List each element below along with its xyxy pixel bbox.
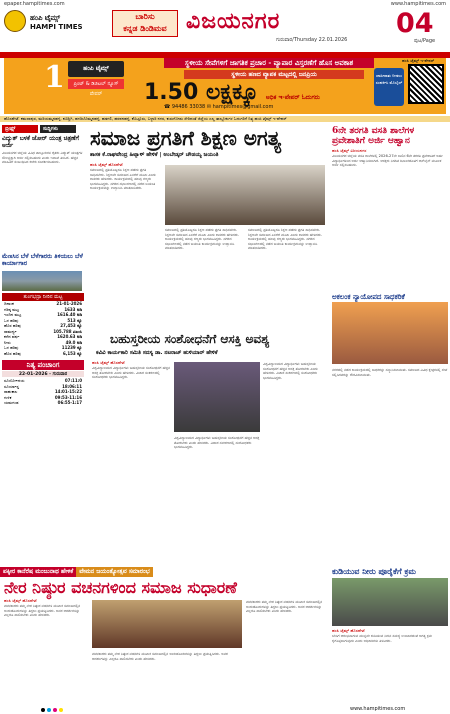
readers-tail: ಅಧಿಕ ಇ-ಪೇಪರ್ ಓದುಗರು <box>265 94 320 101</box>
bottom-byline: ಹಂಪಿ ಟೈಮ್ಸ್ ಹೊಸಪೇಟೆ <box>4 598 37 603</box>
panchanga-title: ನಿತ್ಯ ಪಂಚಾಂಗ <box>2 360 84 370</box>
banner-readers-count <box>144 80 320 105</box>
banner-brand: ಹಂಪಿ ಟೈಮ್ಸ್ <box>68 61 124 77</box>
panchanga-key: ಸೂರ್ಯಾಸ್ತ <box>4 383 19 389</box>
main-body-col2: ಸಮಾಜದಲ್ಲಿ ಪ್ರತಿಯೊಬ್ಬರೂ ಶಿಕ್ಷಣ ಪಡೆದು ಪ್ರಗತಿ ಸಾಧಿಸಬೇಕು. ಶಿಕ್ಷಣವೇ ಸಮಾಜದ ಏಳಿಗೆಗೆ ಮೂಲ ಎಂದು ಶಾಸಕರು ಹೇಳಿದರು. ಕಾರ್ಯಕ್ರಮದಲ್ಲಿ ಹಲವು ಗಣ್ಯರು ಭಾಗವಹಿಸಿದ್ದರು. ನಗರದ ಸಭಾಂಗಣದಲ್ಲಿ ನಡೆದ ಜಯಂತಿ ಕಾರ್ಯಕ್ರಮವನ್ನು ಉದ್ಘಾಟಿಸಿ ಮಾತನಾಡಿದರು. <box>165 228 239 250</box>
dam-key: ಇಂದಿನ ಮಟ್ಟ <box>4 312 22 317</box>
edition-city: ವಿಜಯನಗರ <box>186 8 281 34</box>
panchanga-key: ರಾಹುಕಾಲ <box>4 389 18 394</box>
page-label: ಪುಟ/Page <box>414 38 436 44</box>
dam-value: 105.788 ಟಿಎಂಸಿ <box>53 328 82 334</box>
dam-value: 6,153 ಕ್ಯೂ <box>63 350 82 356</box>
sidebar-story2-headline: ಮೆಣಸಿನ ಬೆಳೆ ಬೆಳೆಗಾರರು ತಿಳಿಯಲು ಬೆಳೆ ಕಾರ್ಯಾಗಾರ <box>2 253 83 267</box>
bottom-headline: ನೇರ ನಿಷ್ಠುರ ವಚನಗಳಿಂದ ಸಮಾಜ ಸುಧಾರಣೆ <box>4 578 237 597</box>
sidebar-story1-body: ವಿಜಯನಗರ ಜಿಲ್ಲೆಯ ವಿವಿಧ ತಾಲ್ಲೂಕುಗಳ ರೈತರು ವಿದ್ಯುತ್ ಯಂತ್ರಗಳ ಸೌಲಭ್ಯಕ್ಕಾಗಿ ಅರ್ಜಿ ಸಲ್ಲಿಸಬಹುದು ಎಂದು ಇಲಾಖೆ ತಿಳಿಸಿದೆ. ಹೆಚ್ಚಿನ ಮಾಹಿತಿಗೆ ಸಂಬಂಧಿಸಿದ ಕಚೇರಿ ಸಂಪರ್ಕಿಸಬಹುದು. <box>2 151 83 164</box>
panchanga-table <box>2 378 84 406</box>
second-body-col2: ವಿಶ್ವವಿದ್ಯಾಲಯದ ವಿದ್ಯಾರ್ಥಿಗಳು ಬಹುಸ್ತರೀಯ ಸಂಶೋಧನೆಗೆ ಹೆಚ್ಚಿನ ಆಸಕ್ತಿ ತೋರಬೇಕು ಎಂದು ಹೇಳಿದರು. ವಿಚಾರ ಸಂಕಿರಣದಲ್ಲಿ ಸಂಶೋಧಕರು ಭಾಗವಹಿಸಿದ್ದರು. <box>174 436 260 449</box>
banner-print-label: ಪ್ರಿಂಟ್ & ಡಿಜಿಟಲ್ ನ್ಯೂಸ್ ಪೇಪರ್ <box>68 79 124 89</box>
epaper-url[interactable]: epaper.hampitimes.com <box>4 1 65 7</box>
page-number: 04 <box>396 8 434 39</box>
dam-key: ಹೊರ ಹರಿವು <box>4 323 22 328</box>
main-photo <box>165 165 325 225</box>
tag-news: ಸುದ್ದಿಗಳು <box>40 125 76 133</box>
bottom-right-byline: ಹಂಪಿ ಟೈಮ್ಸ್ ಹೊಸಪೇಟೆ <box>332 628 365 633</box>
panchanga-row <box>2 400 84 406</box>
panchanga-value: 14:01-15:22 <box>54 389 82 394</box>
qr-label: ಹಂಪಿ ಟೈಮ್ಸ್ ಇ-ಪೇಪರ್ <box>402 58 435 63</box>
readers-count: 1.50 ಲಕ್ಷಕ್ಕೂ <box>144 80 259 105</box>
bottom-photo <box>92 600 242 648</box>
site-url[interactable]: www.hampitimes.com <box>390 1 446 7</box>
bottom-body-col1: ವಚನಕಾರರು ತಮ್ಮ ನೇರ ನಿಷ್ಠುರ ವಚನಗಳ ಮೂಲಕ ಸಮಾಜದಲ್ಲಿನ ಅಂಕುಡೊಂಕುಗಳನ್ನು ತಿದ್ದಲು ಪ್ರಯತ್ನಿಸಿದರು. ಅವರ ಆದರ್ಶಗಳನ್ನು ಎಲ್ಲರೂ ಪಾಲಿಸಬೇಕು ಎಂದು ಹೇಳಿದರು. <box>4 604 81 617</box>
main-subhead: ಶಾಸಕ ಕೆ.ರಾಘವೇಂದ್ರ ಹಿಟ್ನಾಳ್ ಹೇಳಿಕೆ | ಅಂಬೇಡ್ಕರ್ ಚೌಡಯ್ಯ ಜಯಂತಿ <box>90 152 219 158</box>
bottom-ticker-left: ಪಕ್ಕೀರ ಕಾನೆರೆಷ ಮಂಜುನಾಥ ಹೇಳಿಕೆ <box>0 567 76 577</box>
bottom-right-headline: ಕುಡಿಯುವ ನೀರು ಪೂರೈಕೆಗೆ ಕ್ರಮ <box>332 566 416 576</box>
bottom-right-photo <box>332 578 448 626</box>
dam-key: ಹೊರ ಹರಿವು <box>4 350 22 356</box>
dam-key: ಕಳೆದ ವರ್ಷ <box>4 334 20 339</box>
bottom-body-col2: ವಚನಕಾರರು ತಮ್ಮ ನೇರ ನಿಷ್ಠುರ ವಚನಗಳ ಮೂಲಕ ಸಮಾಜದಲ್ಲಿನ ಅಂಕುಡೊಂಕುಗಳನ್ನು ತಿದ್ದಲು ಪ್ರಯತ್ನಿಸಿದರು. ಅವರ ಆದರ್ಶಗಳನ್ನು ಎಲ್ಲರೂ ಪಾಲಿಸಬೇಕು ಎಂದು ಹೇಳಿದರು. <box>92 652 228 661</box>
main-body-col1: ಸಮಾಜದಲ್ಲಿ ಪ್ರತಿಯೊಬ್ಬರೂ ಶಿಕ್ಷಣ ಪಡೆದು ಪ್ರಗತಿ ಸಾಧಿಸಬೇಕು. ಶಿಕ್ಷಣವೇ ಸಮಾಜದ ಏಳಿಗೆಗೆ ಮೂಲ ಎಂದು ಶಾಸಕರು ಹೇಳಿದರು. ಕಾರ್ಯಕ್ರಮದಲ್ಲಿ ಹಲವು ಗಣ್ಯರು ಭಾಗವಹಿಸಿದ್ದರು. ನಗರದ ಸಭಾಂಗಣದಲ್ಲಿ ನಡೆದ ಜಯಂತಿ ಕಾರ್ಯಕ್ರಮವನ್ನು ಉದ್ಘಾಟಿಸಿ ಮಾತನಾಡಿದರು. <box>90 168 156 190</box>
right-body2: ನಗರದಲ್ಲಿ ನಡೆದ ಕಾರ್ಯಕ್ರಮದಲ್ಲಿ ಸಾಧಕರನ್ನು ಸನ್ಮಾನಿಸಲಾಯಿತು. ಸಮಾಜದ ವಿವಿಧ ಕ್ಷೇತ್ರಗಳಲ್ಲಿ ಸೇವೆ ಸಲ್ಲಿಸಿದವರನ್ನು ಗೌರವಿಸಲಾಯಿತು. <box>332 368 448 377</box>
dam-value: 21-01-2026 <box>56 301 82 306</box>
dam-value: 1620.63 ಅಡಿ <box>57 334 82 339</box>
banner-phone[interactable]: 94486 33038 <box>171 104 206 110</box>
second-headline: ಬಹುಸ್ತರೀಯ ಸಂಶೋಧನೆಗೆ ಆಸಕ್ತಿ ಅವಶ್ಯ <box>110 332 270 346</box>
dam-value: 11239 ಕ್ಯೂ <box>61 345 82 350</box>
footer-bar <box>0 706 450 713</box>
panchanga-key: ಸೂರ್ಯೋದಯ <box>4 378 25 383</box>
dam-key: ಸಾಮರ್ಥ್ಯ <box>4 328 17 334</box>
tagline-line2: ಕನ್ನಡ ಡಿಂಡಿಮವ <box>123 24 167 33</box>
dam-key: ದಿನಾಂಕ <box>4 301 14 306</box>
dam-value: 513 ಕ್ಯೂ <box>67 317 82 323</box>
panchanga-date: 22-01-2026 - ಗುರುವಾರ <box>2 371 84 377</box>
phone-icon: ☎ <box>164 104 171 110</box>
second-byline: ಹಂಪಿ ಟೈಮ್ಸ್ ಹೊಸಪೇಟೆ <box>92 360 125 365</box>
panchanga-key: ಯಮಗಂಡ <box>4 400 19 405</box>
dam-row <box>2 351 84 357</box>
second-subhead: ಕವಿವಿ ಕಾರ್ಯಕಾರಿ ಸಮಿತಿ ಸದಸ್ಯ ಡಾ. ನಟರಾಜ್ ಹುಳಿಯಾರ್ ಹೇಳಿಕೆ <box>96 350 218 356</box>
edition-date: ಗುರುವಾರ/Thursday 22.01.2026 <box>276 37 348 43</box>
banner-headline: ಸ್ಥಳೀಯ ಸೇವೆಗಳಿಗೆ ಜಾಗತಿಕ ಪ್ರಚಾರ - ವ್ಯಾಪಾರ ವಿಸ್ತರಣೆಗೆ ಹೊಸ ಅವಕಾಶ <box>164 58 374 68</box>
top-url-bar <box>0 0 450 8</box>
advert-banner <box>4 58 446 114</box>
advert-contact-box[interactable]: ಜಾಹೀರಾತು ನೀಡಲು ಸಂಪರ್ಕಿಸಿ ಮೊಬೈಲ್ <box>374 68 404 106</box>
main-byline: ಹಂಪಿ ಟೈಮ್ಸ್ ಹೊಸಪೇಟೆ <box>90 162 123 167</box>
banner-email[interactable]: hampitimes@gmail.com <box>212 104 274 110</box>
dam-value: 49.0 ಅಡಿ <box>65 339 82 345</box>
main-headline: ಸಮಾಜ ಪ್ರಗತಿಗೆ ಶಿಕ್ಷಣ ಅಗತ್ಯ <box>90 126 282 150</box>
masthead <box>0 8 450 50</box>
tag-briefs: ಬ್ರೀಫ್ಸ್ <box>2 125 38 133</box>
sidebar-story1-headline: ವಿದ್ಯುತ್ ಬಳಕೆ ಜೋರ್ ಯಂತ್ರ ಚಿತ್ರಣೆಗೆ ಅರ್ಜಿ <box>2 135 80 149</box>
main-body-col3: ಸಮಾಜದಲ್ಲಿ ಪ್ರತಿಯೊಬ್ಬರೂ ಶಿಕ್ಷಣ ಪಡೆದು ಪ್ರಗತಿ ಸಾಧಿಸಬೇಕು. ಶಿಕ್ಷಣವೇ ಸಮಾಜದ ಏಳಿಗೆಗೆ ಮೂಲ ಎಂದು ಶಾಸಕರು ಹೇಳಿದರು. ಕಾರ್ಯಕ್ರಮದಲ್ಲಿ ಹಲವು ಗಣ್ಯರು ಭಾಗವಹಿಸಿದ್ದರು. ನಗರದ ಸಭಾಂಗಣದಲ್ಲಿ ನಡೆದ ಜಯಂತಿ ಕಾರ್ಯಕ್ರಮವನ್ನು ಉದ್ಘಾಟಿಸಿ ಮಾತನಾಡಿದರು. <box>248 228 322 250</box>
tagline-line1: ಬಾರಿಸು <box>135 12 155 21</box>
right-body: ವಿಜಯನಗರ ಜಿಲ್ಲೆಯ ವಸತಿ ಶಾಲೆಗಳಲ್ಲಿ 2026-27ನೇ ಸಾಲಿನ 6ನೇ ತರಗತಿ ಪ್ರವೇಶಾತಿಗೆ ಅರ್ಹ ವಿದ್ಯಾರ್ಥಿಗಳಿಂದ ಅರ್ಜಿ ಆಹ್ವಾನಿಸಲಾಗಿದೆ. ಆಸಕ್ತರು ನಿಗದಿತ ದಿನಾಂಕದೊಳಗೆ ಆನ್‌ಲೈನ್ ಮೂಲಕ ಅರ್ಜಿ ಸಲ್ಲಿಸಬಹುದು. <box>332 154 443 167</box>
second-body-col1: ವಿಶ್ವವಿದ್ಯಾಲಯದ ವಿದ್ಯಾರ್ಥಿಗಳು ಬಹುಸ್ತರೀಯ ಸಂಶೋಧನೆಗೆ ಹೆಚ್ಚಿನ ಆಸಕ್ತಿ ತೋರಬೇಕು ಎಂದು ಹೇಳಿದರು. ವಿಚಾರ ಸಂಕಿರಣದಲ್ಲಿ ಸಂಶೋಧಕರು ಭಾಗವಹಿಸಿದ್ದರು. <box>92 366 170 379</box>
right-photo <box>332 302 448 364</box>
mail-icon: ✉ <box>206 104 212 110</box>
second-body-col3: ವಿಶ್ವವಿದ್ಯಾಲಯದ ವಿದ್ಯಾರ್ಥಿಗಳು ಬಹುಸ್ತರೀಯ ಸಂಶೋಧನೆಗೆ ಹೆಚ್ಚಿನ ಆಸಕ್ತಿ ತೋರಬೇಕು ಎಂದು ಹೇಳಿದರು. ವಿಚಾರ ಸಂಕಿರಣದಲ್ಲಿ ಸಂಶೋಧಕರು ಭಾಗವಹಿಸಿದ್ದರು. <box>263 362 318 380</box>
bottom-body-col3: ವಚನಕಾರರು ತಮ್ಮ ನೇರ ನಿಷ್ಠುರ ವಚನಗಳ ಮೂಲಕ ಸಮಾಜದಲ್ಲಿನ ಅಂಕುಡೊಂಕುಗಳನ್ನು ತಿದ್ದಲು ಪ್ರಯತ್ನಿಸಿದರು. ಅವರ ಆದರ್ಶಗಳನ್ನು ಎಲ್ಲರೂ ಪಾಲಿಸಬೇಕು ಎಂದು ಹೇಳಿದರು. <box>246 600 323 613</box>
footer-url[interactable]: www.hampitimes.com <box>350 706 406 712</box>
dam-title: ತುಂಗಭದ್ರಾ ನೀರಿನ ಮಟ್ಟ <box>2 293 84 301</box>
second-photo <box>174 362 260 432</box>
dam-key: ಗರಿಷ್ಠ ಮಟ್ಟ <box>4 306 19 312</box>
right-byline: ಹಂಪಿ ಟೈಮ್ಸ್ ವಿಜಯನಗರ <box>332 148 367 153</box>
panchanga-key: ಗುಳಿಕ <box>4 394 12 400</box>
panchanga-value: 07:11:0 <box>64 378 82 383</box>
tagline-box <box>112 10 178 37</box>
dam-value: 1616.40 ಅಡಿ <box>57 312 82 317</box>
dam-photo <box>2 271 82 291</box>
hampi-times-logo <box>4 10 26 32</box>
panchanga-value: 18:06:11 <box>62 383 82 389</box>
banner-contact <box>164 104 273 110</box>
dam-value: 1633 ಅಡಿ <box>64 306 82 312</box>
dam-value: 27,453 ಕ್ಯೂ <box>60 323 82 328</box>
panchanga-value: 09:53-11:16 <box>54 394 82 400</box>
qr-code-icon[interactable] <box>408 64 444 104</box>
right-headline: 6ನೇ ತರಗತಿ ವಸತಿ ಶಾಲೆಗಳ ಪ್ರವೇಶಾತಿಗೆ ಅರ್ಜಿ ಆಹ್ವಾನ <box>332 126 415 146</box>
dam-key: ನೀರು <box>4 339 11 345</box>
district-ticker: ಹೊಸಪೇಟೆ: ಕಮಲಾಪುರ, ಮರಿಯಮ್ಮನಹಳ್ಳಿ, ಕೂಡ್ಲಿಗಿ, ಹಗರಿಬೊಮ್ಮನಹಳ್ಳಿ, ಹಡಗಲಿ, ಹರಪನಹಳ್ಳಿ, ಕೊಟ್ಟೂರು, ಬಳ್ಳಾರಿ ನಗರ, ಕುರುಗೋಡು ಸೇರಿದಂತೆ ಜಿಲ್ಲೆಯ ಎಲ್ಲ ತಾಲ್ಲೂಕುಗಳ ಓದುಗರಿಗೆ ನಿತ್ಯ ಹಂಪಿ ಟೈಮ್ಸ್ ಇ-ಪೇಪರ್ <box>0 116 450 122</box>
banner-subheadline: ಸ್ಥಳೀಯ ಹಣದ ವ್ಯಾಪಕ ಮಟ್ಟದಲ್ಲಿ ಜನಪ್ರಿಯ <box>184 70 364 79</box>
right-headline2: ಅಕಲಂಕ ನ್ಯಾಯೋಪದ ಸಾಧಕರಿಕೆ <box>332 292 405 301</box>
bottom-ticker-mid: ವೇಮನ ಜಯಂತ್ಯೋತ್ಸವ ಸಮಾರಂಭ <box>76 567 153 577</box>
bottom-right-body: ಬೇಸಿಗೆ ಆರಂಭವಾಗುವ ಮುನ್ನವೇ ಕುಡಿಯುವ ನೀರಿನ ಸಮಸ್ಯೆ ಉಂಟಾಗದಂತೆ ಅಗತ್ಯ ಕ್ರಮ ಕೈಗೊಳ್ಳಲಾಗುವುದು ಎಂದು ಅಧಿಕಾರಿಗಳು ತಿಳಿಸಿದರು. <box>332 634 433 643</box>
logo-title-kannada: ಹಂಪಿ ಟೈಮ್ಸ್ <box>30 14 61 22</box>
banner-big-one: 1 <box>44 60 65 95</box>
panchanga-value: 06:55-1:17 <box>57 400 82 405</box>
logo-title-english: HAMPI TIMES <box>30 23 83 31</box>
dam-key: ಒಳ ಹರಿವು <box>4 345 19 350</box>
dam-table <box>2 301 84 356</box>
dam-key: ಒಳ ಹರಿವು <box>4 317 19 323</box>
